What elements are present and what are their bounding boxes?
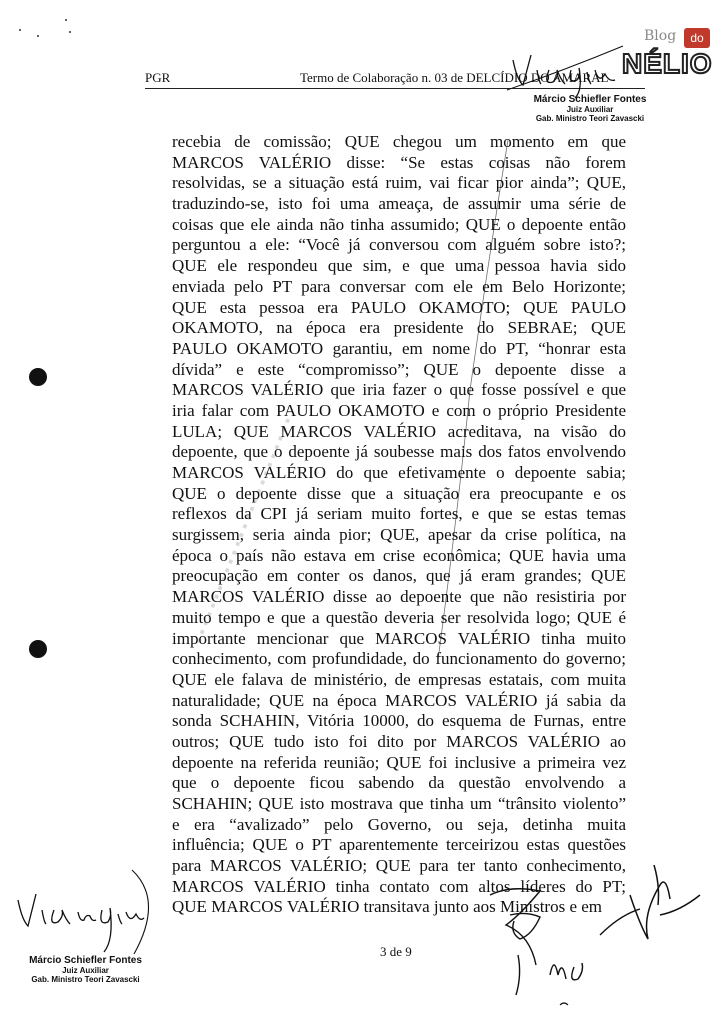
testimony-body — [172, 132, 626, 918]
body-line: MARCOS VALÉRIO tinha contato com altos líderes do PT; — [172, 876, 626, 896]
handwriting-via-original-bottom — [14, 860, 164, 955]
punch-hole — [29, 640, 47, 658]
header-left-label: PGR — [145, 70, 171, 85]
punch-hole — [29, 368, 47, 386]
body-line: sonda SCHAHIN, Vitória 10000, do esquema de Furnas, entre — [172, 711, 626, 731]
body-line: QUE ele respondeu que sim, e que uma pessoa havia sido — [172, 256, 626, 276]
body-line: naturalidade; QUE na época MARCOS VALÉRIO já sabia da — [172, 690, 626, 710]
body-line: outros; QUE tudo isto foi dito por MARCOS VALÉRIO ao — [172, 731, 626, 751]
stamp-office: Gab. Ministro Teori Zavascki — [31, 975, 140, 984]
body-line: MARCOS VALÉRIO que iria fazer o que fosse possível e que — [172, 380, 626, 400]
body-line: resolvidas, se a situação está ruim, vai ficar pior ainda”; QUE, — [172, 173, 626, 193]
body-line: para MARCOS VALÉRIO; QUE para ter tanto conhecimento, — [172, 856, 626, 876]
stamp-name: Márcio Schiefler Fontes — [29, 955, 142, 966]
body-line: QUE esta pessoa era PAULO OKAMOTO; QUE PAULO — [172, 297, 626, 317]
body-line: época o país não estava em crise econômica; QUE havia uma — [172, 545, 626, 565]
stamp-role: Juiz Auxiliar — [566, 105, 614, 114]
judge-stamp-top — [525, 94, 655, 123]
body-line: influência; QUE o PT aparentemente terceirizou estas questões — [172, 835, 626, 855]
stamp-office: Gab. Ministro Teori Zavascki — [535, 114, 645, 123]
body-line: MARCOS VALÉRIO disse: “Se estas coisas não forem — [172, 152, 626, 172]
header-title: Termo de Colaboração n. 03 de DELCÍDIO DO AMARAL — [300, 70, 609, 85]
body-line: iria falar com PAULO OKAMOTO e com o próprio Presidente — [172, 400, 626, 420]
body-line: importante mencionar que MARCOS VALÉRIO tinha muito — [172, 628, 626, 648]
body-line: dívida” e este “compromisso”; QUE o depoente disse a — [172, 359, 626, 379]
body-line: QUE MARCOS VALÉRIO transitava junto aos Ministros e em — [172, 897, 603, 917]
body-line: QUE o depoente disse que a situação era preocupante e os — [172, 483, 626, 503]
body-line: SCHAHIN; QUE isto mostrava que tinha um “trânsito violento” — [172, 794, 626, 813]
logo-nelio-text: NÉLIO — [622, 48, 713, 79]
scan-specks — [0, 0, 100, 50]
judge-stamp-bottom — [18, 955, 153, 984]
body-line: que o depoente ficou sabendo da questão envolvendo a — [172, 773, 626, 793]
body-line: coisas que ele ainda não tinha assumido; QUE o depoente então — [172, 214, 626, 234]
logo-do-badge: do — [684, 28, 710, 48]
body-line: perguntou a ele: “Você já conversou com alguém sobre isto?; — [172, 235, 626, 255]
stamp-name: Márcio Schiefler Fontes — [533, 94, 647, 105]
body-line: depoente na referida reunião; QUE foi inclusive a primeira vez — [172, 752, 626, 772]
body-line: enviada pelo PT para conversar com ele em Belo Horizonte; — [172, 276, 626, 296]
body-line: e era “avalizado” pelo Governo, ou seja, detinha muita — [172, 814, 626, 834]
body-line: muito tempo e que a questão deveria ser resolvida logo; QUE é — [172, 607, 626, 627]
logo-blog-text: Blog — [644, 28, 677, 44]
blog-logo — [620, 28, 720, 88]
body-line: preocupação em conter os danos, que já eram grandes; QUE — [172, 566, 626, 586]
body-line: recebia de comissão; QUE chegou um momento em que — [172, 132, 626, 151]
body-line: traduzindo-se, isto foi uma ameaça, de assumir uma série de — [172, 194, 626, 214]
body-line: OKAMOTO, na época era presidente do SEBRAE; QUE — [172, 318, 626, 338]
page-number: 3 de 9 — [380, 944, 412, 959]
body-line: PAULO OKAMOTO garantiu, em nome do PT, “honrar esta — [172, 338, 626, 358]
body-line: surgissem, seria ainda pior; QUE, apesar da crise política, na — [172, 525, 626, 545]
body-line: conhecimento, com profundidade, do funcionamento do governo; — [172, 649, 626, 669]
stamp-role: Juiz Auxiliar — [62, 966, 109, 975]
body-line: MARCOS VALÉRIO do que efetivamente o depoente sabia; — [172, 463, 626, 482]
body-line: reflexos da CPI já seriam muito fortes, e que se estas temas — [172, 504, 626, 524]
handwriting-via-original-top — [505, 40, 625, 100]
body-line: LULA; QUE MARCOS VALÉRIO acreditava, na visão do — [172, 421, 626, 441]
diagonal-watermark: ▪ ▪ ▪ ▪ ▪ ▪ ▪ ▪ ▪ ▪ ▪ ▪ ▪ ▪ ▪ ▪ ▪ ▪ ▪ ▪ ▪ ▪ ▪ ▪ ▪ ▪ — [190, 415, 297, 647]
body-line: MARCOS VALÉRIO disse ao depoente que não resistiria por — [172, 587, 626, 607]
body-line: QUE ele falava de ministério, de empresas estatais, com muita — [172, 669, 626, 689]
signature-initials — [470, 855, 720, 1015]
body-line: depoente, que o depoente já soubesse mais dos fatos envolvendo — [172, 442, 626, 462]
